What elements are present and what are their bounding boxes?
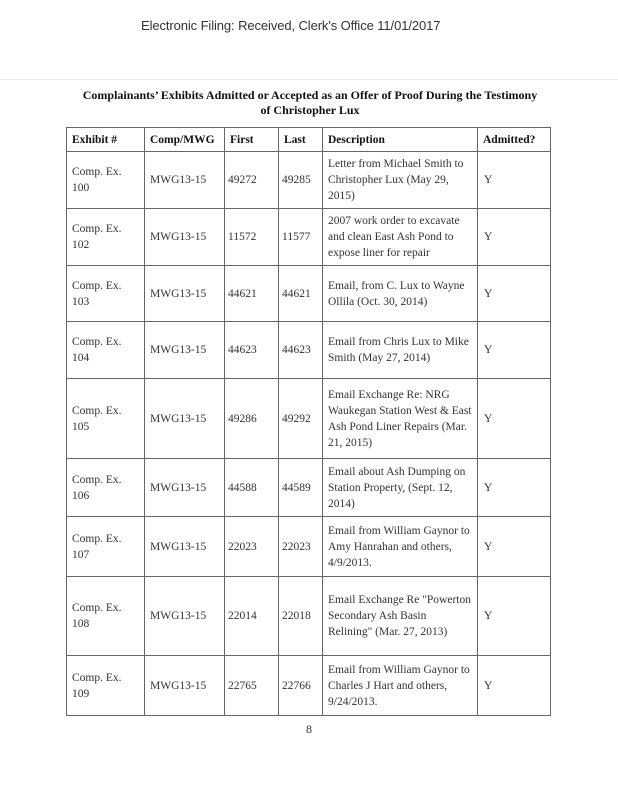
cell-comp: MWG13-15 <box>145 517 225 577</box>
cell-first: 11572 <box>225 209 279 266</box>
cell-comp: MWG13-15 <box>145 459 225 517</box>
cell-comp: MWG13-15 <box>145 379 225 459</box>
cell-admitted: Y <box>478 152 551 209</box>
title-line-2: of Christopher Lux <box>260 103 360 117</box>
column-header-first: First <box>225 128 279 152</box>
cell-description: Email Exchange Re: NRG Waukegan Station West & East Ash Pond Liner Repairs (Mar. 21, 2015) <box>323 379 478 459</box>
cell-description: Letter from Michael Smith to Christopher Lux (May 29, 2015) <box>323 152 478 209</box>
cell-first: 22023 <box>225 517 279 577</box>
cell-comp: MWG13-15 <box>145 152 225 209</box>
title-line-1: Complainants’ Exhibits Admitted or Accepted as an Offer of Proof During the Testimony <box>82 88 538 102</box>
cell-comp: MWG13-15 <box>145 209 225 266</box>
cell-admitted: Y <box>478 656 551 716</box>
table-row <box>67 152 551 209</box>
table-row <box>67 379 551 459</box>
cell-first: 44621 <box>225 266 279 322</box>
cell-last: 22023 <box>279 517 323 577</box>
cell-first: 44588 <box>225 459 279 517</box>
cell-exhibit: Comp. Ex. 108 <box>67 577 145 656</box>
cell-admitted: Y <box>478 517 551 577</box>
cell-exhibit: Comp. Ex. 106 <box>67 459 145 517</box>
cell-last: 44621 <box>279 266 323 322</box>
cell-last: 22018 <box>279 577 323 656</box>
cell-comp: MWG13-15 <box>145 322 225 379</box>
cell-first: 49286 <box>225 379 279 459</box>
cell-first: 49272 <box>225 152 279 209</box>
cell-admitted: Y <box>478 266 551 322</box>
cell-description: Email from William Gaynor to Charles J Hart and others, 9/24/2013. <box>323 656 478 716</box>
cell-description: Email, from C. Lux to Wayne Ollila (Oct. 30, 2014) <box>323 266 478 322</box>
cell-exhibit: Comp. Ex. 104 <box>67 322 145 379</box>
cell-comp: MWG13-15 <box>145 577 225 656</box>
cell-last: 11577 <box>279 209 323 266</box>
filing-stamp: Electronic Filing: Received, Clerk's Office 11/01/2017 <box>141 18 441 33</box>
cell-admitted: Y <box>478 459 551 517</box>
cell-description: Email from Chris Lux to Mike Smith (May 27, 2014) <box>323 322 478 379</box>
cell-last: 44623 <box>279 322 323 379</box>
table-row <box>67 577 551 656</box>
cell-first: 44623 <box>225 322 279 379</box>
table-row <box>67 517 551 577</box>
cell-exhibit: Comp. Ex. 102 <box>67 209 145 266</box>
cell-exhibit: Comp. Ex. 100 <box>67 152 145 209</box>
column-header-last: Last <box>279 128 323 152</box>
cell-first: 22014 <box>225 577 279 656</box>
table-row <box>67 266 551 322</box>
cell-description: Email about Ash Dumping on Station Property, (Sept. 12, 2014) <box>323 459 478 517</box>
cell-description: Email from William Gaynor to Amy Hanrahan and others, 4/9/2013. <box>323 517 478 577</box>
column-header-description: Description <box>323 128 478 152</box>
cell-last: 49285 <box>279 152 323 209</box>
table-row <box>67 209 551 266</box>
cell-exhibit: Comp. Ex. 105 <box>67 379 145 459</box>
column-header-exhibit: Exhibit # <box>67 128 145 152</box>
cell-admitted: Y <box>478 209 551 266</box>
page-number: 8 <box>306 722 312 736</box>
exhibits-table <box>66 127 551 716</box>
cell-description: Email Exchange Re "Powerton Secondary Ash Basin Relining" (Mar. 27, 2013) <box>323 577 478 656</box>
cell-exhibit: Comp. Ex. 107 <box>67 517 145 577</box>
header-divider <box>0 79 618 80</box>
cell-last: 44589 <box>279 459 323 517</box>
cell-last: 22766 <box>279 656 323 716</box>
table-row <box>67 459 551 517</box>
cell-exhibit: Comp. Ex. 109 <box>67 656 145 716</box>
cell-admitted: Y <box>478 379 551 459</box>
column-header-admitted: Admitted? <box>478 128 551 152</box>
table-row <box>67 656 551 716</box>
cell-description: 2007 work order to excavate and clean East Ash Pond to expose liner for repair <box>323 209 478 266</box>
cell-comp: MWG13-15 <box>145 656 225 716</box>
cell-admitted: Y <box>478 322 551 379</box>
cell-exhibit: Comp. Ex. 103 <box>67 266 145 322</box>
column-header-comp-mwg: Comp/MWG <box>145 128 225 152</box>
cell-first: 22765 <box>225 656 279 716</box>
document-title <box>60 88 560 118</box>
table-header-row <box>67 128 551 152</box>
cell-comp: MWG13-15 <box>145 266 225 322</box>
table-row <box>67 322 551 379</box>
cell-admitted: Y <box>478 577 551 656</box>
cell-last: 49292 <box>279 379 323 459</box>
